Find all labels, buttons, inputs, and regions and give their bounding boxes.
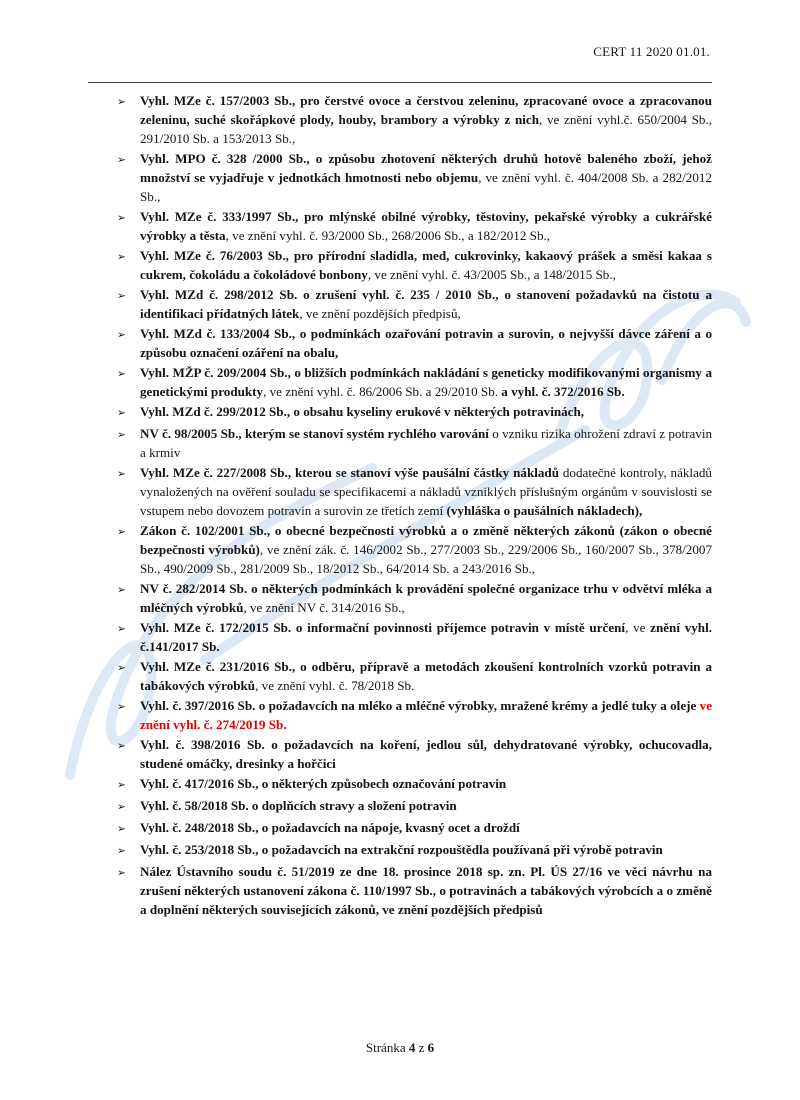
list-item-text: [140, 735, 712, 773]
text-segment: Vyhl. MZe č. 76/2003 Sb., pro přírodní sladidla, med, cukrovinky, kakaový prášek a směsi kakaa s cukrem, čokoládu a čokoládové bonbony: [140, 248, 712, 282]
list-item-text: [140, 463, 712, 520]
text-segment: Vyhl. č. 417/2016 Sb., o některých způsobech označování potravin: [140, 776, 507, 791]
list-item-text: [140, 246, 712, 284]
arrow-bullet-icon: ➢: [117, 429, 126, 441]
text-segment: Vyhl. MZe č. 172/2015 Sb. o informační povinnosti příjemce potravin v místě určení: [140, 620, 626, 635]
list-item: [90, 324, 712, 362]
text-segment: (vyhláška o paušálních nákladech),: [446, 503, 643, 518]
text-segment: , ve znění vyhl.č. 650/2004 Sb., 291/2010 Sb. a 153/2013 Sb.,: [140, 112, 712, 146]
text-segment: , ve znění vyhl. č. 93/2000 Sb., 268/2006 Sb., a 182/2012 Sb.,: [225, 228, 551, 243]
list-item: [90, 579, 712, 617]
text-segment: , ve znění vyhl. č. 86/2006 Sb. a 29/2010 Sb.: [263, 384, 502, 399]
text-segment: Vyhl. č. 253/2018 Sb., o požadavcích na extrakční rozpouštědla používaná při výrobě potravin: [140, 842, 663, 857]
text-segment: Vyhl. č. 58/2018 Sb. o doplňcích stravy a složení potravin: [140, 798, 457, 813]
arrow-bullet-icon: ➢: [117, 368, 126, 380]
arrow-bullet-icon: ➢: [117, 779, 126, 791]
list-item-text: [140, 285, 712, 323]
text-segment: o vzniku rizika ohrožení zdraví z potravin a krmiv: [140, 426, 713, 460]
arrow-bullet-icon: ➢: [117, 96, 126, 108]
list-item: [90, 246, 712, 284]
footer-total-pages: 6: [427, 1040, 435, 1055]
text-segment: Vyhl. č. 398/2016 Sb. o požadavcích na koření, jedlou sůl, dehydratované výrobky, ochucovadla, studené omáčky, dresinky a hořčici: [140, 737, 712, 771]
page-footer: [0, 1040, 800, 1056]
list-item-text: [140, 521, 712, 578]
list-item: [90, 796, 712, 817]
list-item: [90, 521, 712, 578]
list-item: [90, 285, 712, 323]
list-item-text: [140, 657, 712, 695]
list-item-text: [140, 796, 712, 817]
arrow-bullet-icon: ➢: [117, 584, 126, 596]
list-item-text: [140, 424, 712, 462]
arrow-bullet-icon: ➢: [117, 407, 126, 419]
text-segment: , ve znění NV č. 314/2016 Sb.,: [243, 600, 405, 615]
document-code: CERT 11 2020 01.01.: [593, 44, 710, 59]
arrow-bullet-icon: ➢: [117, 212, 126, 224]
text-segment: a vyhl. č. 372/2016 Sb.: [501, 384, 625, 399]
arrow-bullet-icon: ➢: [117, 526, 126, 538]
text-segment: Zákon č. 102/2001 Sb., o obecné bezpečnosti výrobků a o změně některých zákonů (zákon o obecné bezpečnosti výrobků): [140, 523, 712, 557]
list-item-text: [140, 696, 712, 734]
list-item-text: [140, 818, 712, 839]
list-item: [90, 463, 712, 520]
list-item-text: [140, 324, 712, 362]
regulation-list: [90, 91, 712, 920]
arrow-bullet-icon: ➢: [117, 623, 126, 635]
text-segment: , ve znění vyhl. č. 78/2018 Sb.: [255, 678, 415, 693]
text-segment: ve znění vyhl. č. 274/2019 Sb.: [140, 698, 712, 732]
text-segment: , ve znění pozdějších předpisů,: [299, 306, 461, 321]
list-item: [90, 618, 712, 656]
list-item-text: [140, 402, 712, 423]
text-segment: Vyhl. MZd č. 298/2012 Sb. o zrušení vyhl. č. 235 / 2010 Sb., o stanovení požadavků na čistotu a identifikaci přídatných látek: [140, 287, 712, 321]
list-item-text: [140, 862, 712, 919]
text-segment: Vyhl. MZd č. 299/2012 Sb., o obsahu kyseliny erukové v některých potravinách,: [140, 404, 585, 419]
text-segment: Vyhl. MŽP č. 209/2004 Sb., o bližších podmínkách nakládání s geneticky modifikovanými organismy a genetickými produkty: [140, 365, 712, 399]
footer-separator: z: [415, 1040, 428, 1055]
list-item-text: [140, 579, 712, 617]
text-segment: , ve znění vyhl. č. 404/2008 Sb. a 282/2012 Sb.,: [140, 170, 712, 204]
arrow-bullet-icon: ➢: [117, 740, 126, 752]
text-segment: dodatečné kontroly, nákladů vynaložených na ověření souladu se specifikacemi a nákladů vzniklých příslušným orgánům v souvislosti se vstupem nebo dovozem potravin a surovin ze třetích zemí: [140, 465, 712, 518]
arrow-bullet-icon: ➢: [117, 801, 126, 813]
list-item: [90, 207, 712, 245]
text-segment: , ve znění zák. č. 146/2002 Sb., 277/2003 Sb., 229/2006 Sb., 160/2007 Sb., 378/2007 Sb., 490/2009 Sb., 281/2009 Sb., 18/2012 Sb., 64/2014 Sb. a 243/2016 Sb.,: [140, 542, 712, 576]
text-segment: NV č. 98/2005 Sb., kterým se stanoví systém rychlého varování: [140, 426, 493, 441]
list-item: [90, 91, 712, 148]
arrow-bullet-icon: ➢: [117, 845, 126, 857]
text-segment: Vyhl. MPO č. 328 /2000 Sb., o způsobu zhotovení některých druhů hotově baleného zboží, jehož množství se vyjadřuje v jednotkách hmotnosti nebo objemu: [140, 151, 712, 185]
text-segment: , ve znění vyhl. č. 43/2005 Sb., a 148/2015 Sb.,: [367, 267, 616, 282]
list-item: [90, 862, 712, 919]
arrow-bullet-icon: ➢: [117, 662, 126, 674]
arrow-bullet-icon: ➢: [117, 154, 126, 166]
list-item: [90, 424, 712, 462]
list-item: [90, 840, 712, 861]
text-segment: Vyhl. MZe č. 157/2003 Sb., pro čerstvé ovoce a čerstvou zeleninu, zpracované ovoce a zpracovanou zeleninu, suché skořápkové plody, houby, brambory a výrobky z nich: [140, 93, 712, 127]
text-segment: Vyhl. č. 248/2018 Sb., o požadavcích na nápoje, kvasný ocet a droždí: [140, 820, 520, 835]
list-item-text: [140, 618, 712, 656]
arrow-bullet-icon: ➢: [117, 251, 126, 263]
text-segment: Vyhl. MZe č. 333/1997 Sb., pro mlýnské obilné výrobky, těstoviny, pekařské výrobky a cukrářské výrobky a těsta: [140, 209, 712, 243]
header-divider: [88, 82, 712, 83]
list-item: [90, 363, 712, 401]
list-item: [90, 402, 712, 423]
list-item: [90, 149, 712, 206]
arrow-bullet-icon: ➢: [117, 823, 126, 835]
text-segment: Nález Ústavního soudu č. 51/2019 ze dne 18. prosince 2018 sp. zn. Pl. ÚS 27/16 ve věci návrhu na zrušení některých ustanovení zákona č. 110/1997 Sb., o potravinách a tabákových výrobcích a o změně a doplnění některých souvisejících zákonů, ve znění pozdějších předpisů: [140, 864, 712, 917]
list-item-text: [140, 207, 712, 245]
list-item-text: [140, 91, 712, 148]
list-item-text: [140, 149, 712, 206]
list-item-text: [140, 774, 712, 795]
list-item: [90, 696, 712, 734]
footer-page-number: 4: [408, 1040, 416, 1055]
arrow-bullet-icon: ➢: [117, 290, 126, 302]
list-item: [90, 774, 712, 795]
text-segment: Vyhl. MZe č. 231/2016 Sb., o odběru, přípravě a metodách zkoušení kontrolních vzorků potravin a tabákových výrobků: [140, 659, 712, 693]
text-segment: znění vyhl. č.141/2017 Sb.: [140, 620, 712, 654]
arrow-bullet-icon: ➢: [117, 867, 126, 879]
list-item: [90, 818, 712, 839]
arrow-bullet-icon: ➢: [117, 329, 126, 341]
text-segment: Vyhl. MZd č. 133/2004 Sb., o podmínkách ozařování potravin a surovin, o nejvyšší dávce záření a o způsobu označení ozáření na obalu,: [140, 326, 712, 360]
list-item: [90, 735, 712, 773]
footer-label: Stránka: [365, 1040, 409, 1055]
text-segment: Vyhl. MZe č. 227/2008 Sb., kterou se stanoví výše paušální částky nákladů: [140, 465, 563, 480]
list-item-text: [140, 363, 712, 401]
text-segment: NV č. 282/2014 Sb. o některých podmínkách k provádění společné organizace trhu v odvětví mléka a mléčných výrobků: [140, 581, 712, 615]
list-item: [90, 657, 712, 695]
text-segment: Vyhl. č. 397/2016 Sb. o požadavcích na mléko a mléčné výrobky, mražené krémy a jedlé tuky a oleje: [140, 698, 700, 713]
arrow-bullet-icon: ➢: [117, 701, 126, 713]
text-segment: , ve: [625, 620, 651, 635]
list-item-text: [140, 840, 712, 861]
arrow-bullet-icon: ➢: [117, 468, 126, 480]
